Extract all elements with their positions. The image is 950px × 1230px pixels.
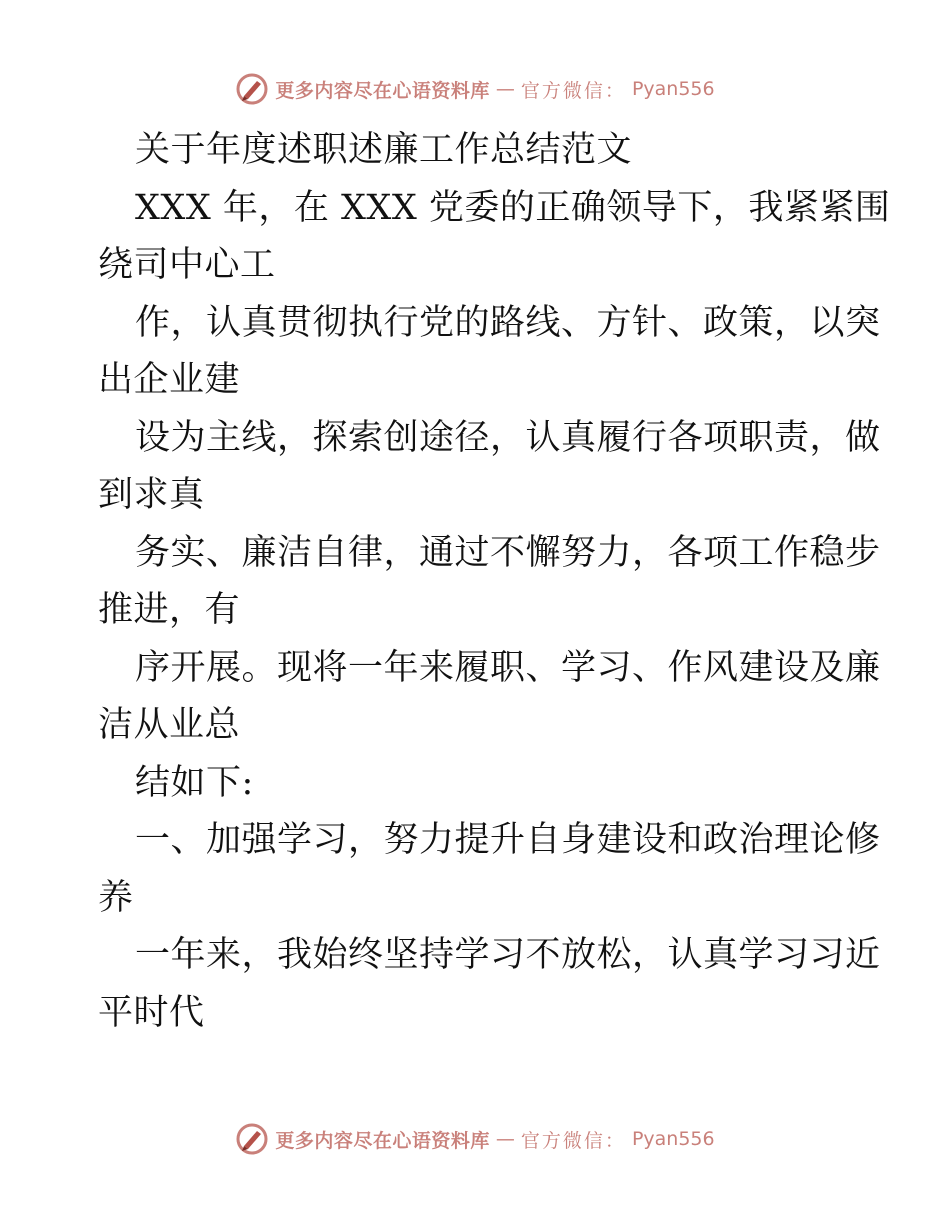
pen-logo-icon <box>235 1122 269 1156</box>
document-title: 关于年度述职述廉工作总结范文 <box>135 130 633 170</box>
banner-wechat-label: 官方微信： <box>520 79 626 102</box>
banner-wechat-label: 官方微信： <box>520 1129 626 1152</box>
text-line: 养 <box>98 877 134 918</box>
text-line: 到求真 <box>98 475 205 515</box>
banner-brand: 更多内容尽在心语资料库 <box>275 79 490 102</box>
banner-separator: — <box>495 78 515 100</box>
text-line: 务实、廉洁自律，通过不懈努力，各项工作稳步 <box>135 532 881 573</box>
text-line: XXX 年，在 XXX 党委的正确领导下，我紧紧围 <box>135 187 891 228</box>
header-banner <box>0 72 950 106</box>
text-line: 出企业建 <box>98 360 241 400</box>
pen-logo-icon <box>235 72 269 106</box>
text-line: 设为主线，探索创途径，认真履行各项职责，做 <box>135 417 881 458</box>
text-line: 绕司中心工 <box>98 245 276 285</box>
text-line: 洁从业总 <box>98 705 241 745</box>
banner-separator: — <box>495 1128 515 1150</box>
text-line: 一年来，我始终坚持学习不放松，认真学习习近 <box>135 935 881 975</box>
banner-wechat-id: Pyan556 <box>631 1128 715 1150</box>
text-line: 结如下: <box>135 762 254 803</box>
text-line: 序开展。现将一年来履职、学习、作风建设及廉 <box>135 647 881 688</box>
document-body <box>98 122 891 1042</box>
text-line: 平时代 <box>98 992 205 1033</box>
banner-wechat-id: Pyan556 <box>631 78 715 100</box>
footer-banner <box>0 1122 950 1156</box>
banner-brand: 更多内容尽在心语资料库 <box>275 1129 490 1152</box>
text-line: 一、加强学习，努力提升自身建设和政治理论修 <box>135 820 881 860</box>
text-line: 推进，有 <box>98 590 241 630</box>
text-line: 作，认真贯彻执行党的路线、方针、政策，以突 <box>135 302 881 343</box>
